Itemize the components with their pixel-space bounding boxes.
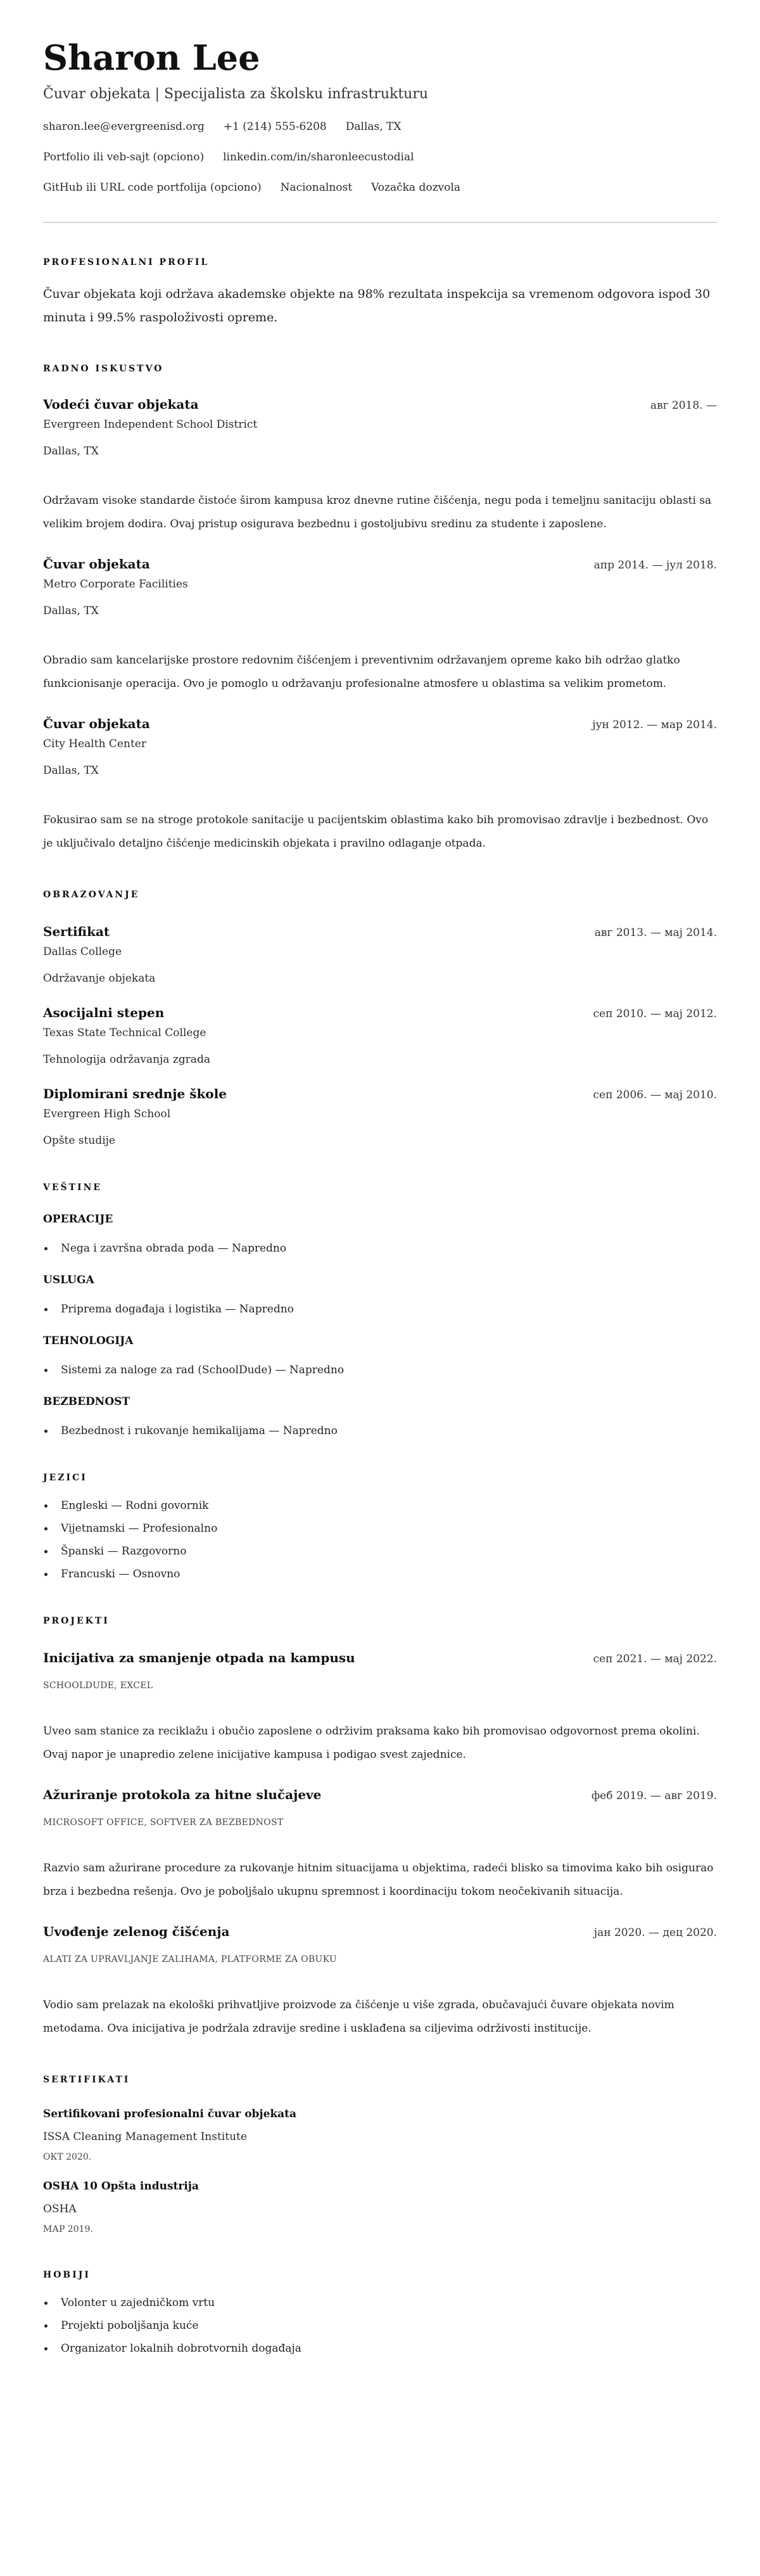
hobby-item: Volonter u zajedničkom vrtu bbox=[43, 2295, 717, 2310]
project-description: Vodio sam prelazak na ekološki prihvatljive proizvode za čišćenje u više zgrada, obučavajući čuvare objekata novim metodama. Ova inicijativa je podržala zdravije sredine i usklađena sa ciljevima održivosti institucije. bbox=[43, 1999, 674, 2035]
job-dates: јун 2012. — мар 2014. bbox=[592, 719, 717, 731]
project-dates: јан 2020. — дец 2020. bbox=[593, 1926, 717, 1939]
language-item: Vijetnamski — Profesionalno bbox=[43, 1521, 717, 1536]
job-company: City Health Center bbox=[43, 738, 146, 750]
profile-summary: Čuvar objekata koji održava akademske objekte na 98% rezultata inspekcija sa vremenom odgovora ispod 30 minuta i 99.5% raspoloživosti opreme. bbox=[43, 287, 711, 324]
job-title: Vodeći čuvar objekata bbox=[43, 397, 199, 412]
section-title-certifications: SERTIFIKATI bbox=[43, 2075, 130, 2085]
project-title: Ažuriranje protokola za hitne slučajeve bbox=[43, 1787, 322, 1802]
resume-header bbox=[43, 37, 717, 195]
school-name: Evergreen High School bbox=[43, 1108, 171, 1120]
hobby-item: Organizator lokalnih dobrotvornih događaja bbox=[43, 2341, 717, 2356]
education-dates: сеп 2010. — мај 2012. bbox=[593, 1008, 717, 1020]
certification-date: МАР 2019. bbox=[43, 2224, 93, 2234]
language-item: Španski — Razgovorno bbox=[43, 1544, 717, 1559]
contact-drivers-license: Vozačka dozvola bbox=[371, 181, 460, 194]
job-title: Čuvar objekata bbox=[43, 556, 150, 572]
skill-item: Sistemi za naloge za rad (SchoolDude) — Napredno bbox=[43, 1362, 717, 1378]
experience-item bbox=[43, 395, 717, 536]
education-dates: сеп 2006. — мај 2010. bbox=[593, 1089, 717, 1101]
job-title: Čuvar objekata bbox=[43, 716, 150, 731]
section-title-hobbies: HOBIJI bbox=[43, 2270, 91, 2280]
hobby-list bbox=[43, 2295, 717, 2356]
certification-name: Sertifikovani profesionalni čuvar objekata bbox=[43, 2108, 297, 2120]
skill-category: OPERACIJE bbox=[43, 1213, 113, 1226]
project-item bbox=[43, 1923, 717, 2041]
project-item bbox=[43, 1786, 717, 1904]
job-description: Fokusirao sam se na stroge protokole sanitacije u pacijentskim oblastima kako bih promovisao zdravlje i bezbednost. Ovo je uključivalo detaljno čišćenje medicinskih objekata i pravilno odlaganje otpada. bbox=[43, 814, 709, 850]
field-of-study: Tehnologija održavanja zgrada bbox=[43, 1053, 210, 1066]
job-location: Dallas, TX bbox=[43, 764, 99, 777]
section-languages bbox=[43, 1471, 717, 1582]
degree-title: Diplomirani srednje škole bbox=[43, 1086, 227, 1101]
contact-email[interactable]: sharon.lee@evergreenisd.org bbox=[43, 120, 205, 133]
hobby-item: Projekti poboljšanja kuće bbox=[43, 2318, 717, 2333]
contact-location: Dallas, TX bbox=[345, 120, 402, 133]
job-location: Dallas, TX bbox=[43, 605, 99, 617]
school-name: Dallas College bbox=[43, 945, 122, 958]
project-description: Uveo sam stanice za reciklažu i obučio zaposlene o održivim praksama kako bih promovisao odgovornost prema okolini. Ovaj napor je unapredio zelene inicijative kampusa i podigao svest zajednice. bbox=[43, 1725, 700, 1761]
skill-group bbox=[43, 1272, 717, 1317]
project-dates: сеп 2021. — мај 2022. bbox=[593, 1653, 717, 1665]
skill-category: TEHNOLOGIJA bbox=[43, 1335, 134, 1347]
job-company: Metro Corporate Facilities bbox=[43, 578, 188, 591]
certification-name: OSHA 10 Opšta industrija bbox=[43, 2180, 199, 2193]
section-experience bbox=[43, 362, 717, 855]
education-item bbox=[43, 923, 717, 986]
project-tech: MICROSOFT OFFICE, SOFTVER ZA BEZBEDNOST bbox=[43, 1817, 284, 1828]
project-description: Razvio sam ažurirane procedure za rukovanje hitnim situacijama u objektima, radeći blisko sa timovima kako bih osigurao brza i bezbedna rešenja. Ovo je poboljšalo ukupnu spremnost i koordinaciju tokom neočekivanih situacija. bbox=[43, 1862, 714, 1898]
skill-item: Priprema događaja i logistika — Napredno bbox=[43, 1302, 717, 1317]
skill-category: BEZBEDNOST bbox=[43, 1395, 130, 1408]
contact-row-extra bbox=[43, 180, 717, 195]
contact-row-links bbox=[43, 150, 717, 165]
contact-github[interactable]: GitHub ili URL code portfolija (opciono) bbox=[43, 181, 262, 194]
section-education bbox=[43, 888, 717, 1148]
job-description: Obradio sam kancelarijske prostore redovnim čišćenjem i preventivnim održavanjem opreme kako bih održao glatko funkcionisanje operacija. Ovo je pomoglo u održavanju profesionalne atmosfere u oblastima sa velikim prometom. bbox=[43, 654, 680, 690]
contact-phone[interactable]: +1 (214) 555-6208 bbox=[223, 120, 327, 133]
section-profile bbox=[43, 256, 717, 330]
project-tech: ALATI ZA UPRAVLJANJE ZALIHAMA, PLATFORME ZA OBUKU bbox=[43, 1954, 337, 1964]
section-hobbies bbox=[43, 2269, 717, 2356]
certification-date: ОКТ 2020. bbox=[43, 2152, 92, 2162]
candidate-headline: Čuvar objekata | Specijalista za školsku infrastrukturu bbox=[43, 86, 429, 102]
project-tech: SCHOOLDUDE, EXCEL bbox=[43, 1681, 153, 1691]
section-title-skills: VEŠTINE bbox=[43, 1182, 103, 1193]
project-title: Inicijativa za smanjenje otpada na kampusu bbox=[43, 1650, 355, 1665]
section-skills bbox=[43, 1181, 717, 1439]
degree-title: Sertifikat bbox=[43, 924, 110, 939]
language-item: Francuski — Osnovno bbox=[43, 1567, 717, 1582]
job-description: Održavam visoke standarde čistoće širom kampusa kroz dnevne rutine čišćenja, negu poda i temeljnu sanitaciju oblasti sa velikim brojem dodira. Ovaj pristup osigurava bezbednu i gostoljubivu sredinu za studente i zaposlene. bbox=[43, 494, 712, 530]
skill-item: Nega i završna obrada poda — Napredno bbox=[43, 1241, 717, 1256]
section-title-profile: PROFESIONALNI PROFIL bbox=[43, 257, 210, 267]
education-item bbox=[43, 1085, 717, 1148]
contact-portfolio[interactable]: Portfolio ili veb-sajt (opciono) bbox=[43, 151, 205, 163]
section-certifications bbox=[43, 2073, 717, 2236]
certification-item bbox=[43, 2106, 717, 2163]
contact-row-primary bbox=[43, 119, 717, 134]
project-title: Uvođenje zelenog čišćenja bbox=[43, 1924, 230, 1939]
education-dates: авг 2013. — мај 2014. bbox=[594, 926, 717, 939]
field-of-study: Opšte studije bbox=[43, 1134, 115, 1147]
contact-nationality: Nacionalnost bbox=[280, 181, 353, 194]
section-title-projects: PROJEKTI bbox=[43, 1616, 110, 1626]
skill-group bbox=[43, 1212, 717, 1256]
certification-issuer: OSHA bbox=[43, 2203, 77, 2215]
contact-linkedin[interactable]: linkedin.com/in/sharonleecustodial bbox=[223, 151, 414, 163]
project-dates: феб 2019. — авг 2019. bbox=[591, 1790, 717, 1802]
degree-title: Asocijalni stepen bbox=[43, 1005, 165, 1020]
language-item: Engleski — Rodni govornik bbox=[43, 1498, 717, 1513]
skill-group bbox=[43, 1394, 717, 1439]
project-item bbox=[43, 1649, 717, 1767]
skill-category: USLUGA bbox=[43, 1274, 94, 1286]
certification-issuer: ISSA Cleaning Management Institute bbox=[43, 2131, 247, 2143]
section-title-experience: RADNO ISKUSTVO bbox=[43, 364, 164, 374]
skill-group bbox=[43, 1333, 717, 1378]
skill-item: Bezbednost i rukovanje hemikalijama — Napredno bbox=[43, 1423, 717, 1439]
candidate-name: Sharon Lee bbox=[43, 37, 260, 78]
section-projects bbox=[43, 1615, 717, 2041]
section-title-education: OBRAZOVANJE bbox=[43, 890, 140, 900]
experience-item bbox=[43, 555, 717, 696]
job-location: Dallas, TX bbox=[43, 445, 99, 458]
section-title-languages: JEZICI bbox=[43, 1473, 87, 1483]
certification-item bbox=[43, 2179, 717, 2236]
header-divider bbox=[43, 222, 717, 223]
education-item bbox=[43, 1004, 717, 1067]
language-list bbox=[43, 1498, 717, 1582]
job-company: Evergreen Independent School District bbox=[43, 418, 258, 431]
job-dates: авг 2018. — bbox=[650, 399, 717, 412]
field-of-study: Održavanje objekata bbox=[43, 972, 156, 985]
experience-item bbox=[43, 715, 717, 855]
school-name: Texas State Technical College bbox=[43, 1027, 206, 1039]
job-dates: апр 2014. — јул 2018. bbox=[593, 559, 717, 572]
